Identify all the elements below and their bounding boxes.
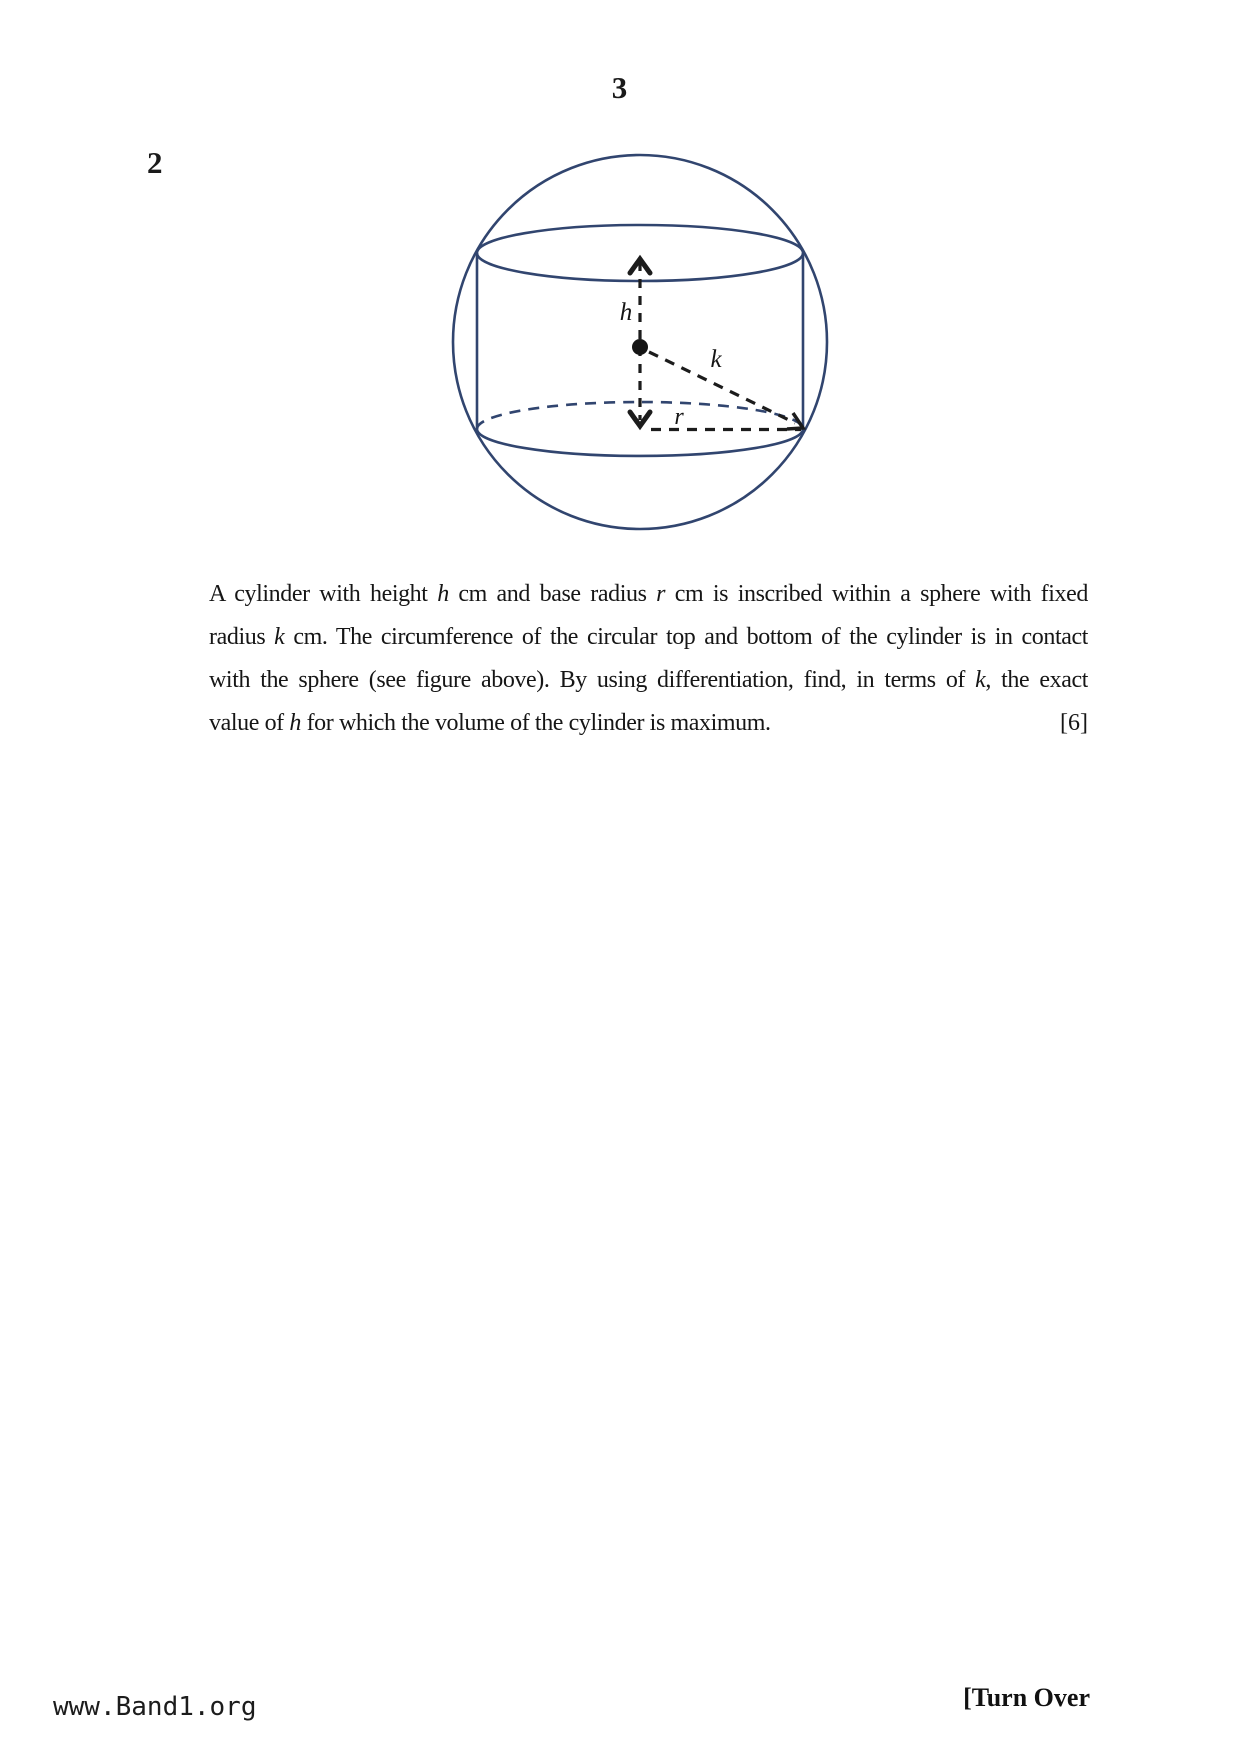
question-segment: cm. The circumference of the circular top and bottom of the cylinder is in contact (284, 624, 1088, 650)
question-segment: radius (209, 624, 275, 650)
question-line (209, 573, 1088, 616)
cylinder-bottom-ellipse-front (477, 429, 803, 456)
variable-h: h (437, 581, 449, 607)
question-line (209, 659, 1088, 702)
question-line (209, 616, 1088, 659)
question-number: 2 (147, 145, 163, 180)
figure-cylinder-in-sphere (420, 140, 860, 552)
footer-website: www.Band1.org (53, 1692, 257, 1722)
question-segment: cm and base radius (448, 581, 657, 607)
label-k: k (710, 346, 722, 373)
variable-k: k (975, 667, 986, 693)
footer-turn-over-label: [Turn Over (963, 1683, 1090, 1712)
variable-k: k (274, 624, 285, 650)
label-h: h (619, 299, 633, 326)
question-segment: for which the volume of the cylinder is maximum. (300, 710, 771, 736)
radius-k-dashed-line (649, 352, 795, 423)
page-number: 3 (611, 70, 628, 105)
question-segment: A cylinder with height (209, 581, 438, 607)
question-segment: value of (209, 710, 290, 736)
question-segment: , the exact (985, 667, 1088, 693)
question-final-line (209, 702, 771, 745)
question-segment: cm is inscribed within a sphere with fixed (665, 581, 1088, 607)
cylinder-top-ellipse (477, 225, 803, 281)
marks-label: [6] (1060, 710, 1088, 736)
question-text (209, 573, 1088, 745)
variable-r: r (656, 581, 666, 607)
question-segment: with the sphere (see figure above). By using differentiation, find, in terms of (209, 667, 976, 693)
variable-h: h (289, 710, 301, 736)
center-dot (632, 339, 648, 355)
question-line (209, 702, 1088, 745)
label-r: r (674, 404, 684, 430)
